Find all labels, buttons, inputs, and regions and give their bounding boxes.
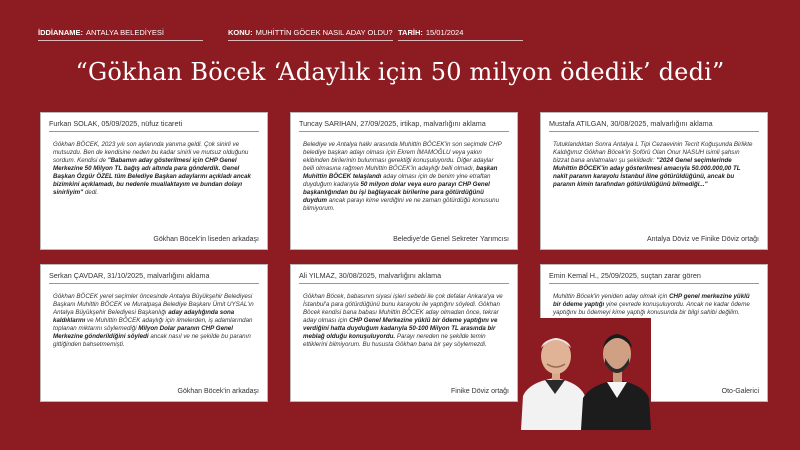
tarih-field <box>398 28 523 41</box>
card-body: Gökhan Böcek, babasının siyasi işleri sebebi ile çok defalar Ankara'ya ve İstanbul'a para götürdüğünü bunu karayolu ile yaptığını söyledi. Gökhan Böcek kendisi bana babası Muhittin BÖCEK aday olmadan önce, tekrar aday olması için CHP Genel Merkezine yüklü bir ödeme yaptığını ve verdiğini hatta duyduğum kadarıyla 50-100 Milyon TL arasında bir meblağ olduğu konuşuluyordu. Parayı nereden ne şekilde temin ettiklerini bilmiyorum. Bu hususta Gökhan bana bir şey söylemezdi. <box>303 293 503 348</box>
statement-card-solak <box>40 112 268 250</box>
tarih-label: TARİH: <box>398 28 423 37</box>
card-header: Emin Kemal H., 25/09/2025, suçtan zarar gören <box>549 271 759 284</box>
card-footer: Antalya Döviz ve Finike Döviz ortağı <box>646 236 759 243</box>
statement-card-atilgan <box>540 112 768 250</box>
card-body: Belediye ve Antalya halkı arasında Muhittin BÖCEK'in son seçimde CHP belediye başkan adayı olması için Ekrem İMAMOĞLU veya yakın ekibinden birilerinin bulunması gerektiği konuşuluyordu. Diğer adaylar belli olmasına rağmen Muhittin BÖCEK'in adaylığı belli olmadı, başkan Muhittin BÖCEK telaşlandı aday olması için de benim yine etraftan duyduğum kadarıyla 50 milyon dolar veya euro parayı CHP Genel başkanlığından bu işi bağlayacak birilerine para götürdüğünü duydum ancak parayı kime verdiğini ve ne zaman götürdüğü konusunu bilmiyorum. <box>303 141 502 212</box>
card-body: Gökhan BÖCEK, 2023 yılı son aylarında yanıma geldi. Çok sinirli ve mutsuzdu. Ben de kendisine neden bu kadar sinirli ve mutsuz olduğunu sordum. Kendisi de "Babamın aday gösterilmesi için CHP Genel Merkezine 50 Milyon TL bağış adı altında para gönderdik. Genel Başkan Özgür ÖZEL tüm Belediye Başkan adaylarını açıkladı ancak bizimkini açıklamadı, bu nedenle muallaktayım ve bundan dolayı sinirliyim" dedi. <box>53 141 251 196</box>
card-header: Serkan ÇAVDAR, 31/10/2025, malvarlığını aklama <box>49 271 259 284</box>
card-header: Ali YILMAZ, 30/08/2025, malvarlığını aklama <box>299 271 509 284</box>
statement-card-yilmaz <box>290 264 518 402</box>
card-body: Tutuklandıktan Sonra Antalya L Tipi Cezaevinin Tecrit Koğuşunda Birlikte Kaldığımız Gökhan Böcek'in Şoförü Olan Onur NASUH isimli şahsın bizzat bana anlatmaları şu şekildedir: "2024 Genel seçimlerinde Muhittin BÖCEK'in aday gösterilmesi amacıyla 50.000.000,00 TL nakit paranın karayolu İstanbul iline götürüldüğünü, ancak bu paranın kimin tarafından götürüldüğünü bilmediği..." <box>553 141 753 188</box>
statement-card-sarihan <box>290 112 518 250</box>
card-footer: Oto-Galerici <box>721 388 759 395</box>
meta-bar <box>38 28 762 42</box>
card-footer: Gökhan Böcek'in liseden arkadaşı <box>153 236 259 243</box>
konu-value: MUHİTTİN GÖCEK NASIL ADAY OLDU? <box>255 28 393 37</box>
iddianame-value: ANTALYA BELEDİYESİ <box>86 28 164 37</box>
card-header: Mustafa ATILGAN, 30/08/2025, malvarlığını aklama <box>549 119 759 132</box>
people-photo-illustration <box>519 318 651 430</box>
page-title: “Gökhan Böcek ‘Adaylık için 50 milyon ödedik’ dedi” <box>75 58 725 86</box>
tarih-value: 15/01/2024 <box>425 28 464 37</box>
people-photo <box>519 318 651 430</box>
card-body: Muhittin Böcek'in yeniden aday olmak için CHP genel merkezine yüklü bir ödeme yaptığı yine çevrede konuşuluyordu. Ancak ne kadar ödeme yaptığını bu ödemeyi kime yaptığı konusunda bir bilgi sahibi değilim. <box>553 293 750 316</box>
konu-field <box>228 28 393 41</box>
iddianame-label: İDDİANAME: <box>38 28 83 37</box>
card-header: Tuncay SARIHAN, 27/09/2025, irtikap, malvarlığını aklama <box>299 119 509 132</box>
card-footer: Finike Döviz ortağı <box>451 388 509 395</box>
card-footer: Belediye'de Genel Sekreter Yarımcısı <box>393 236 509 243</box>
statement-card-cavdar <box>40 264 268 402</box>
konu-label: KONU: <box>228 28 253 37</box>
card-header: Furkan SOLAK, 05/09/2025, nüfuz ticareti <box>49 119 259 132</box>
iddianame-field <box>38 28 203 41</box>
card-body: Gökhan BÖCEK yerel seçimler öncesinde Antalya Büyükşehir Belediyesi Başkanı Muhittin BÖCEK ve Muratpaşa Belediye Başkanı Ümit UYSAL'ın Antalya Büyükşehir Belediyesi Başkanlığı aday adaylığında sona kaldıklarını ve Muhittin BÖCEK adaylığı için ilmelerden, iş adamlarından toplanan miktarını söylemediği Milyon Dolar paranın CHP Genel Merkezine gönderildiğini söyledi ancak nasıl ve ne şekilde bu paranın gittiğinden bahsetmemişti. <box>53 293 254 348</box>
card-footer: Gökhan Böcek'in arkadaşı <box>177 388 259 395</box>
